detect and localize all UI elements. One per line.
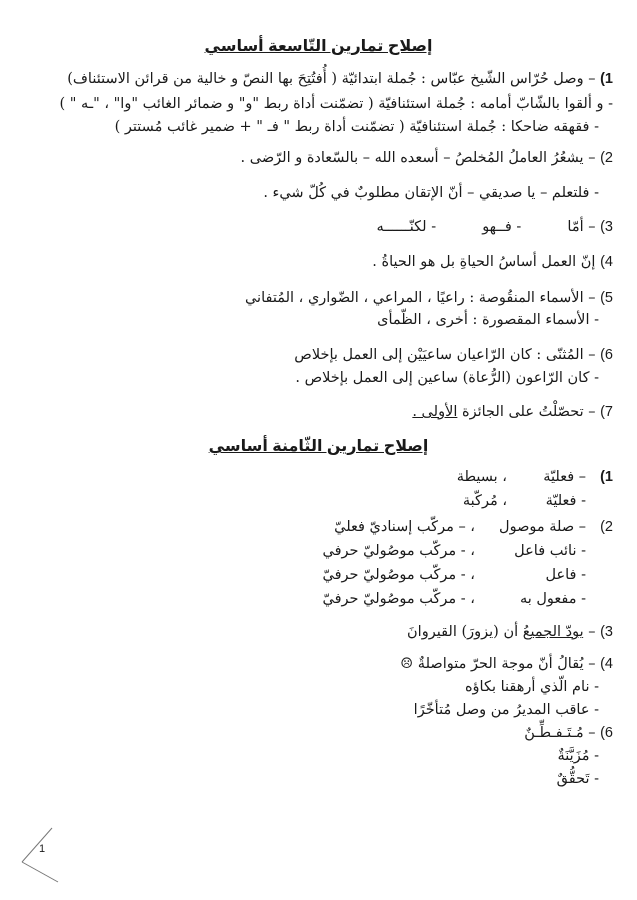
- ex8-q2-row3-a: - فاعل: [545, 567, 586, 583]
- ex9-q6-number: 6): [600, 347, 613, 363]
- ex8-q3-underlined: يودّ الجميعُ: [522, 624, 584, 640]
- ex9-q5-text1: – الأسماء المنقُوصة : راعيًا ، المراعي ، الضّواري ، المُتفاني: [244, 290, 596, 306]
- ex8-q3-number: 3): [600, 624, 613, 640]
- ex8-q1-r1a: – فعليّة: [543, 469, 586, 485]
- ex8-q1-r1b: ، بسيطة: [456, 469, 507, 485]
- ex9-q5-line1: [20, 288, 613, 308]
- ex8-q3-rest: أن (يزورَ) القيروانَ: [407, 624, 523, 640]
- ex8-q6-number: 6): [600, 725, 613, 741]
- ex9-q6-line1: [20, 345, 613, 365]
- ex8-q2-row1-a: – صلة موصول: [499, 519, 586, 535]
- ex8-q2-row1-b: ، – مركّب إسناديّ فعليّ: [334, 519, 475, 535]
- ex9-q2-line2: - فلتعلم – يا صديقي – أنّ الإتقان مطلوبٌ في كُلّ شيء .: [263, 185, 599, 201]
- ex9-q4-number: 4): [600, 254, 613, 270]
- ex8-q4-text1: – يُقالُ أنّ موجة الحرّ متواصلةٌ ☹: [400, 656, 596, 672]
- ex9-q1-line1: [20, 69, 613, 89]
- ex8-q6-line3: - تَحقُّقٌ: [556, 771, 599, 787]
- ex9-q3-line: [20, 217, 613, 237]
- heading-eighth-grade: إصلاح تمارين الثّامنة أساسي: [208, 438, 429, 455]
- ex9-q3-text: – أمّا - فــهو - لكنّــــــه: [376, 219, 596, 235]
- ex8-q6-line2: - مُزَيَّنَةٌ: [557, 748, 599, 764]
- ex9-q7-text: – تحصّلْتُ على الجائزة: [457, 404, 596, 420]
- ex9-q1-number: 1): [600, 71, 613, 87]
- ex9-q4-text: إنّ العمل أساسُ الحياةِ بل هو الحياةُ .: [372, 254, 596, 270]
- ex8-q1-r2a: - فعليّة: [545, 493, 586, 509]
- ex8-q6-line1: [20, 723, 613, 743]
- heading-ninth-grade: إصلاح تمارين التّاسعة أساسي: [204, 38, 433, 55]
- ex8-q3-line: [20, 622, 613, 642]
- ex8-q4-line1: [20, 654, 613, 674]
- ex8-q4-line3: - عاقب المديرُ من وصل مُتأخّرًا: [413, 702, 599, 718]
- ex9-q1-line3: - فقهقه ضاحكا : جُملة استئنافيّة ( تضمّنت أداة ربط " فـ " + ضمير غائب مُستتر ): [114, 119, 599, 135]
- ex8-q2-row4-a: - مفعول به: [519, 591, 586, 607]
- ex9-q3-number: 3): [600, 219, 613, 235]
- ex8-q1-row1: [20, 467, 613, 487]
- ex8-q2-row2-b: ، - مركّب موصُوليّ حرفي: [322, 543, 475, 559]
- ex8-q2-row3-b: ، - مركّب موصُوليّ حرفيّ: [322, 567, 475, 583]
- ex9-q2-number: 2): [600, 150, 613, 166]
- ex8-q2-number: 2): [600, 519, 613, 535]
- ex8-q2-row2-a: - نائب فاعل: [514, 543, 586, 559]
- page-number: 1: [39, 843, 46, 855]
- ex8-q2-row4-b: ، - مركّب موصُوليّ حرفيّ: [322, 591, 475, 607]
- ex9-q7-number: 7): [600, 404, 613, 420]
- ex9-q5-line2: - الأسماء المقصورة : أخرى ، الظّمأى: [377, 312, 599, 328]
- ex9-q4-line: [20, 252, 613, 272]
- ex8-q1-r2b: ، مُركّبة: [462, 493, 507, 509]
- ex9-q7-line: [20, 402, 613, 422]
- ex9-q6-line2: - كان الرّاعون (الرُّعاة) ساعين إلى العمل بإخلاص .: [295, 370, 599, 386]
- ex9-q1-text1: – وصل حُرّاس الشّيخ عبّاس : جُملة ابتدائيّة ( أُفتُتِحَ بها النصّ و خالية من قرائن الاستئناف): [67, 71, 596, 87]
- ex8-q4-number: 4): [600, 656, 613, 672]
- ex8-q1-number: 1): [600, 469, 613, 485]
- ex8-q3-prefix: –: [583, 624, 596, 640]
- ex9-q1-line2: - و ألقوا بالشّابّ أمامه : جُملة استئنافيّة ( تضمّنت أداة ربط "و" و ضمائر الغائب "وا" ، "ـه " ): [59, 96, 613, 112]
- page-corner-mark: [14, 820, 74, 890]
- ex9-q2-line1: [20, 148, 613, 168]
- ex9-q6-text1: – المُثنّى : كان الرّاعيان ساعيَيْن إلى العمل بإخلاص: [294, 347, 596, 363]
- ex9-q7-underlined: الأولى .: [412, 404, 458, 420]
- ex9-q2-text1: – يشعُرُ العاملُ المُخلصُ – أسعده الله – بالسّعادة و الرّضى .: [240, 150, 596, 166]
- ex9-q5-number: 5): [600, 290, 613, 306]
- ex8-q4-line2: - نام الّذي أرهقنا بكاؤه: [464, 679, 599, 695]
- ex8-q6-text1: – مُـتَـفـطِّـنٌ: [524, 725, 596, 741]
